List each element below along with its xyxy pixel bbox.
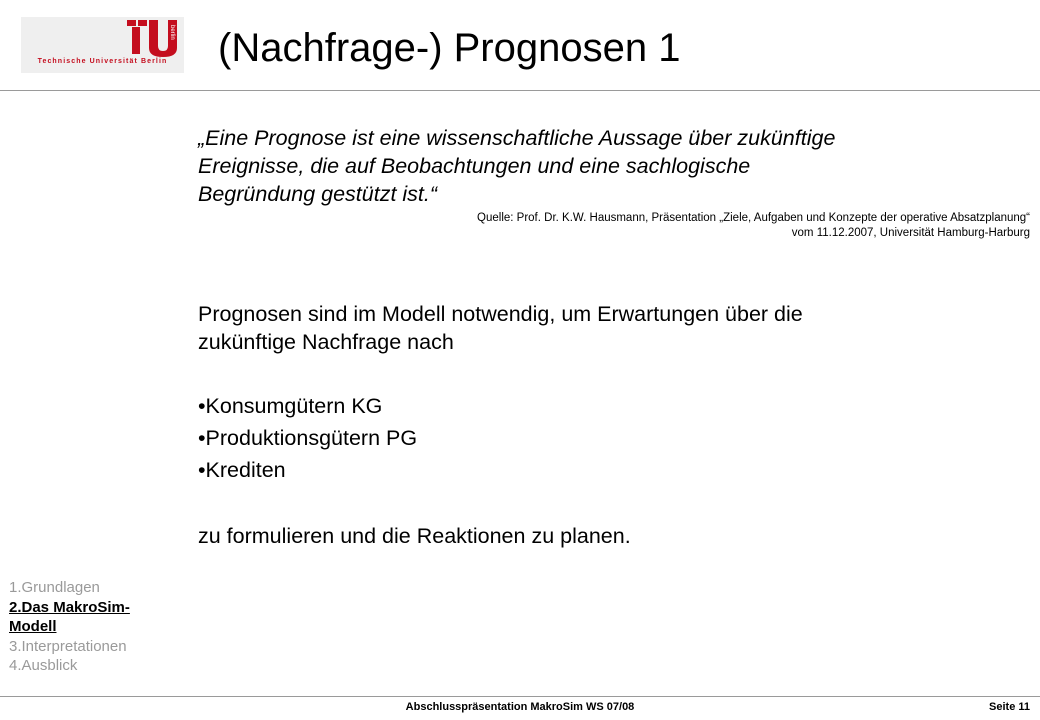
nav-item-ausblick[interactable]: 4.Ausblick [9, 657, 78, 674]
quote-source [230, 211, 1030, 241]
nav-item-makrosim-modell[interactable] [9, 598, 169, 637]
quote-line: Begründung gestützt ist.“ [198, 182, 438, 206]
logo-caption: Technische Universität Berlin [37, 58, 168, 65]
intro-line: Prognosen sind im Modell notwendig, um Erwartungen über die [198, 302, 803, 326]
intro-line: zukünftige Nachfrage nach [198, 330, 454, 354]
footer-title: Abschlusspräsentation MakroSim WS 07/08 [405, 701, 635, 713]
section-navigation [9, 578, 169, 676]
svg-text:berlin: berlin [169, 25, 175, 40]
nav-item-label: Modell [9, 618, 57, 635]
list-item: •Produktionsgütern PG [198, 426, 418, 450]
intro-text [198, 300, 1018, 356]
nav-item-interpretationen[interactable]: 3.Interpretationen [9, 637, 127, 655]
tu-berlin-logo [21, 17, 184, 73]
quote-line: „Eine Prognose ist eine wissenschaftliche Aussage über zukünftige [198, 126, 836, 150]
page-number: Seite 11 [989, 701, 1030, 713]
bullet-list [198, 390, 1018, 486]
closing-text: zu formulieren und die Reaktionen zu planen. [198, 524, 631, 548]
footer-divider [0, 696, 1040, 697]
page-title: (Nachfrage-) Prognosen 1 [218, 26, 681, 70]
nav-item-grundlagen[interactable]: 1.Grundlagen [9, 579, 100, 596]
header-divider [0, 90, 1040, 91]
source-line: vom 11.12.2007, Universität Hamburg-Harburg [791, 227, 1030, 239]
quote-line: Ereignisse, die auf Beobachtungen und eine sachlogische [198, 154, 751, 178]
nav-item-label: 2.Das MakroSim- [9, 598, 130, 616]
list-item: •Krediten [198, 458, 286, 482]
main-content [198, 300, 1018, 550]
definition-quote [198, 124, 1018, 208]
source-line: Quelle: Prof. Dr. K.W. Hausmann, Präsentation „Ziele, Aufgaben und Konzepte der operative Absatzplanung“ [477, 212, 1030, 224]
list-item: •Konsumgütern KG [198, 394, 383, 418]
